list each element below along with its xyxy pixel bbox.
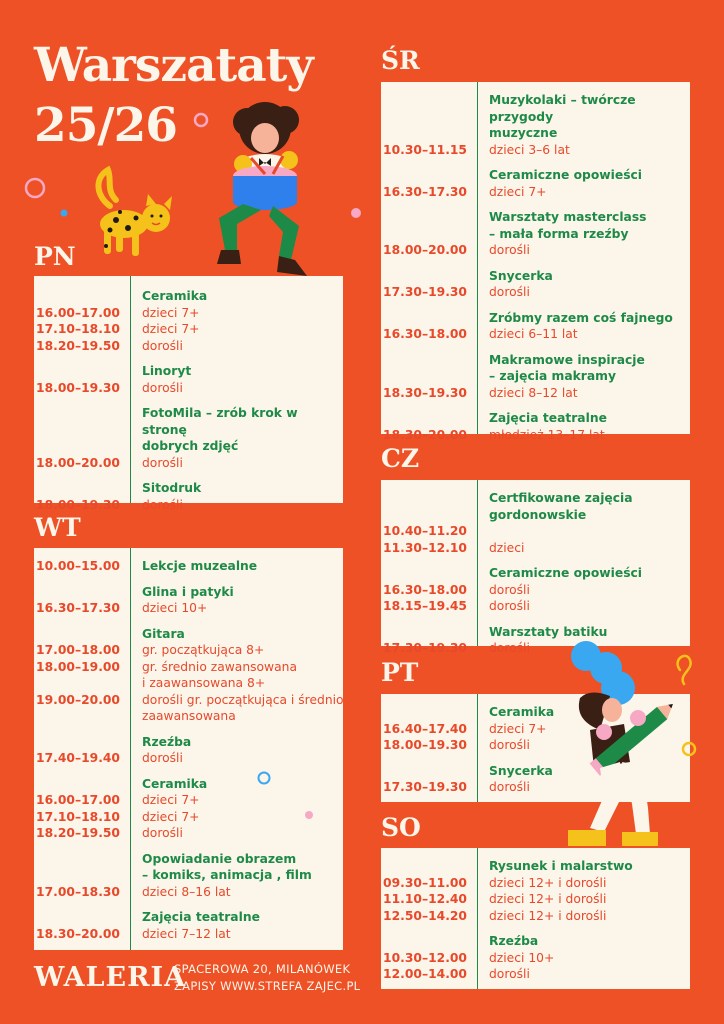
day-heading-cz: CZ (381, 444, 420, 473)
activity-name: Sitodruk (142, 481, 202, 495)
activity-name: Rzeźba (489, 934, 539, 948)
activity-name: muzyczne (489, 126, 558, 140)
activity-name: Zróbmy razem coś fajnego (489, 310, 673, 325)
session-time: 18.30–20.00 (36, 926, 120, 941)
session-audience: dzieci 6–11 lat (489, 327, 578, 341)
poster-title-line2: 25/26 (34, 98, 177, 153)
activity-name: Warsztaty masterclass (489, 210, 647, 224)
session-time: 10.40–11.20 (383, 524, 467, 538)
session-time: 16.30–17.30 (36, 601, 120, 615)
session-audience: i zaawansowana 8+ (142, 676, 266, 690)
session-audience: dzieci 12+ i dorośli (489, 892, 607, 906)
session-audience: dorośli (142, 751, 183, 765)
leopard-cat-illustration (86, 166, 186, 266)
session-time: 18.15–19.45 (383, 599, 467, 613)
session-time: 18.30–20.00 (383, 427, 467, 442)
footer-address: SPACEROWA 20, MILANÓWEK (174, 962, 351, 976)
session-audience: dzieci 7+ (142, 809, 200, 824)
activity-name: FotoMila – zrób krok w stronę (142, 406, 298, 437)
session-time: 19.00–20.00 (36, 692, 120, 707)
session-audience: dorośli (489, 599, 530, 613)
session-audience: dzieci 10+ (489, 950, 555, 965)
session-audience: dorośli (489, 285, 530, 299)
session-time: 09.30–11.00 (383, 875, 467, 890)
session-time: 10.30–12.00 (383, 950, 467, 965)
day-heading-wt: WT (34, 513, 81, 542)
session-audience: młodzież 13–17 lat (489, 427, 605, 442)
session-time: 11.30–12.10 (383, 540, 467, 555)
session-audience: dorośli (142, 338, 183, 353)
session-audience: dorośli gr. początkująca i średnio (142, 692, 344, 707)
activity-name: Snycerka (489, 268, 553, 283)
session-time: 17.10–18.10 (36, 809, 120, 824)
session-audience: gr. średnio zawansowana (142, 659, 297, 674)
session-time: 17.00–18.30 (36, 884, 120, 899)
session-time: 16.40–17.40 (383, 721, 467, 736)
activity-name: Rysunek i malarstwo (489, 859, 633, 873)
session-time: 17.40–19.40 (36, 751, 120, 765)
session-audience: dorośli (489, 738, 530, 752)
session-audience: dzieci 10+ (142, 601, 208, 615)
session-time: 18.00–19.30 (36, 497, 120, 512)
activity-name: – zajęcia makramy (489, 369, 617, 383)
activity-name: Opowiadanie obrazem (142, 851, 297, 866)
session-time: 18.00–19.30 (36, 380, 120, 395)
session-time: 18.00–20.00 (383, 243, 467, 257)
session-audience: dzieci 7+ (142, 793, 200, 807)
session-time: 18.00–19.30 (383, 738, 467, 752)
activity-name: – mała forma rzeźby (489, 226, 629, 241)
day-heading-so: SO (381, 813, 421, 842)
day-heading-pt: PT (381, 658, 419, 687)
session-time: 16.00–17.00 (36, 793, 120, 807)
session-time: 16.30–17.30 (383, 184, 467, 199)
activity-name: Certfikowane zajęcia (489, 491, 633, 505)
session-time: 18.00–19.00 (36, 659, 120, 674)
activity-name: Warsztaty batiku (489, 624, 608, 639)
session-time: 17.30–19.30 (383, 285, 467, 299)
session-audience: dzieci 8–16 lat (142, 884, 231, 899)
session-time: 17.30–19.30 (383, 641, 467, 655)
session-audience: dorośli (489, 582, 530, 597)
session-audience: dorośli (142, 455, 183, 470)
activity-name: Zajęcia teatralne (142, 910, 260, 924)
activity-name: Linoryt (142, 364, 192, 378)
activity-name: dobrych zdjęć (142, 439, 239, 453)
session-audience: dorośli (489, 641, 530, 655)
session-audience: dorośli (142, 826, 183, 840)
activity-name: – komiks, animacja , film (142, 868, 312, 882)
session-audience: gr. początkująca 8+ (142, 643, 265, 657)
session-time: 18.00–20.00 (36, 455, 120, 470)
session-audience: dzieci 12+ i dorośli (489, 875, 607, 890)
session-audience: dzieci 7+ (142, 322, 200, 336)
session-audience: dzieci 7–12 lat (142, 926, 231, 941)
drummer-character-illustration (203, 100, 323, 276)
session-time: 17.00–18.00 (36, 643, 120, 657)
session-audience: dorośli (489, 780, 530, 794)
session-audience: dzieci 7+ (489, 184, 547, 199)
session-audience: dorośli (489, 967, 530, 981)
day-heading-pn: PN (34, 242, 76, 271)
brand-logo: WALERIA (34, 962, 187, 993)
session-audience: dzieci 8–12 lat (489, 385, 578, 400)
activity-name: Makramowe inspiracje (489, 352, 645, 367)
activity-name: gordonowskie (489, 507, 587, 522)
session-audience: dzieci 12+ i dorośli (489, 908, 607, 923)
activity-name: Lekcje muzealne (142, 559, 258, 573)
session-audience: dzieci 7+ (142, 305, 200, 320)
activity-name: Snycerka (489, 763, 553, 778)
footer-contact (174, 961, 360, 995)
session-audience: dorośli (489, 243, 530, 257)
decorative-squiggle (678, 656, 691, 684)
session-audience: dorośli (142, 497, 183, 512)
activity-name: Ceramika (142, 776, 208, 791)
activity-name: Rzeźba (142, 734, 192, 749)
session-audience: dorośli (142, 380, 183, 395)
activity-name: Muzykolaki – twórcze przygody (489, 93, 636, 124)
session-time: 11.10–12.40 (383, 892, 467, 906)
session-time: 16.30–18.00 (383, 327, 467, 341)
session-time: 18.20–19.50 (36, 826, 120, 840)
session-time: 16.00–17.00 (36, 305, 120, 320)
session-time: 18.30–19.30 (383, 385, 467, 400)
session-time: 18.20–19.50 (36, 338, 120, 353)
activity-name: Ceramika (142, 289, 208, 303)
activity-name: Glina i patyki (142, 584, 234, 599)
day-heading-sr: ŚR (381, 46, 420, 75)
session-time: 17.10–18.10 (36, 322, 120, 336)
activity-name: Gitara (142, 626, 185, 641)
session-audience: dzieci 3–6 lat (489, 142, 570, 157)
poster-title-line1: Warszataty (34, 38, 313, 93)
activity-name: Ceramika (489, 705, 555, 719)
session-time: 12.50–14.20 (383, 908, 467, 923)
session-time: 16.30–18.00 (383, 582, 467, 597)
activity-name: Ceramiczne opowieści (489, 168, 643, 182)
session-audience: dzieci 7+ (489, 721, 547, 736)
session-time: 10.00–15.00 (36, 559, 120, 573)
activity-name: Ceramiczne opowieści (489, 566, 643, 580)
session-time: 12.00–14.00 (383, 967, 467, 981)
footer-signup: ZAPISY WWW.STREFA ZAJEC.PL (174, 979, 361, 993)
activity-name: Zajęcia teatralne (489, 411, 607, 425)
session-audience: zaawansowana (142, 709, 236, 723)
session-audience: dzieci (489, 540, 525, 555)
session-time: 17.30–19.30 (383, 780, 467, 794)
session-time: 10.30–11.15 (383, 142, 467, 157)
pencil-character-illustration (560, 640, 700, 850)
